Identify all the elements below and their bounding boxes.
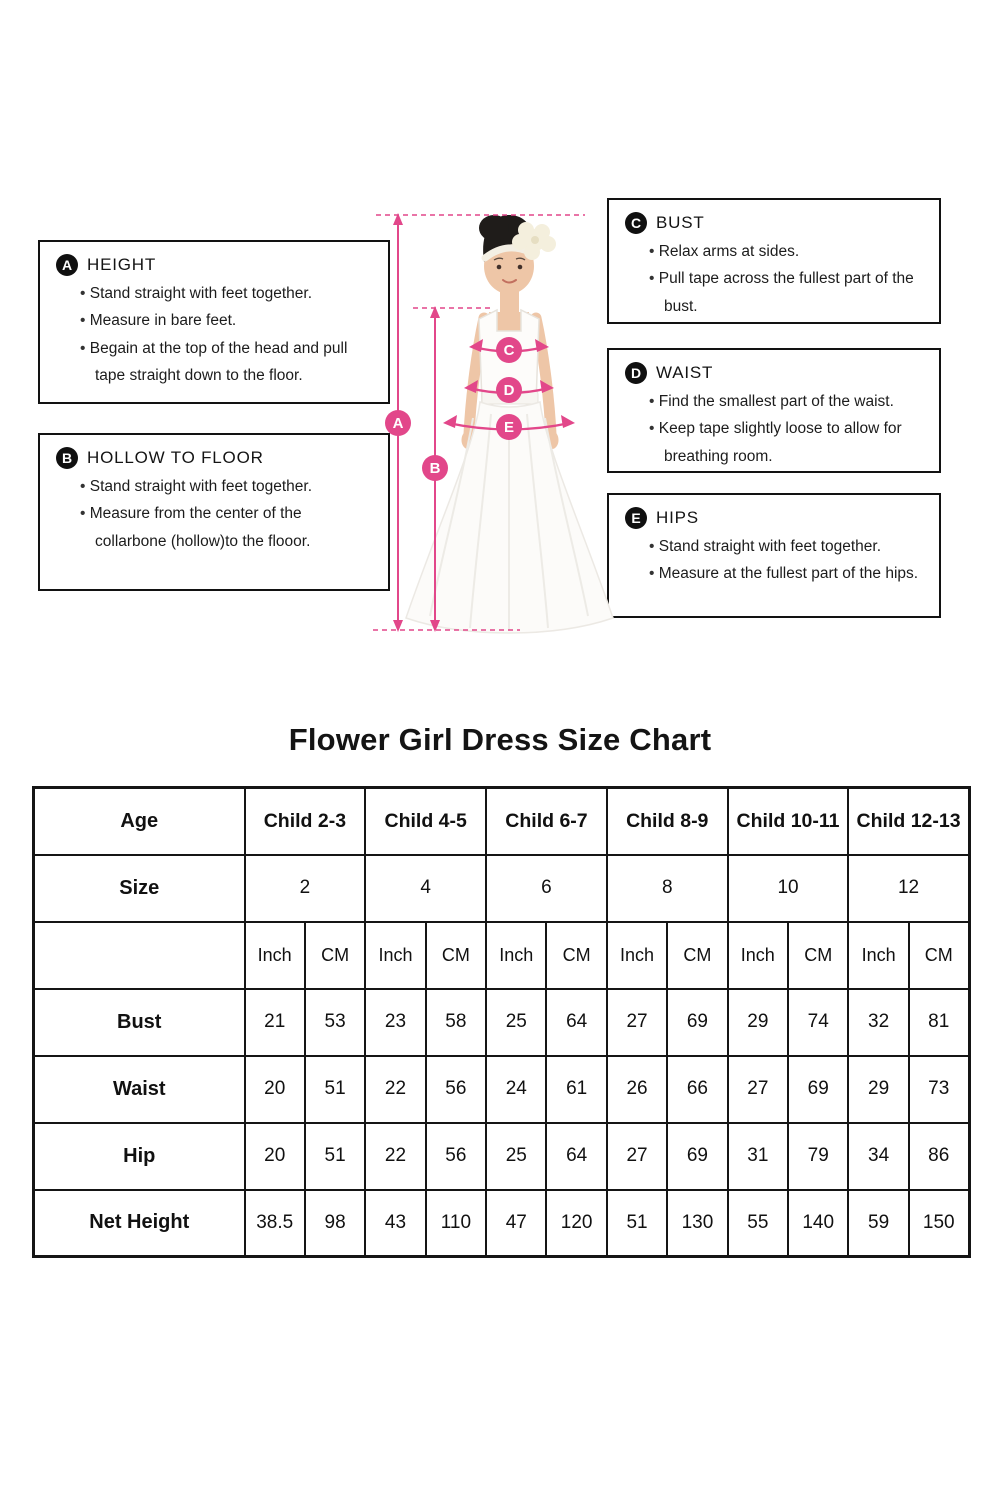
inch-value-cell: 38.5	[245, 1190, 305, 1257]
measurement-row-label: Waist	[34, 1056, 245, 1123]
inch-value-cell: 27	[607, 989, 667, 1056]
figure-badge-e	[496, 414, 522, 440]
cm-value-cell: 51	[305, 1123, 365, 1190]
instruction-bullet: • Relax arms at sides.	[649, 238, 933, 265]
instruction-header	[56, 254, 382, 276]
inch-value-cell: 23	[365, 989, 425, 1056]
cm-value-cell: 120	[546, 1190, 606, 1257]
figure-badge-a-letter: A	[392, 415, 404, 432]
measurement-row	[34, 1123, 970, 1190]
size-value-cell: 10	[728, 855, 849, 922]
unit-header-cell: CM	[305, 922, 365, 989]
instruction-bullet-list	[625, 533, 933, 588]
instruction-title-height: HEIGHT	[87, 255, 157, 274]
inch-value-cell: 20	[245, 1123, 305, 1190]
instruction-bullet-list	[56, 280, 382, 389]
size-chart-table	[32, 786, 971, 1258]
size-value-cell: 8	[607, 855, 728, 922]
age-header-cell: Child 4-5	[365, 788, 486, 855]
inch-value-cell: 25	[486, 989, 546, 1056]
instruction-bullet: • Stand straight with feet together.	[80, 280, 376, 307]
letter-b-badge: B	[56, 447, 78, 469]
instruction-bullet-list	[56, 473, 382, 555]
letter-a-badge: A	[56, 254, 78, 276]
instruction-box-waist	[607, 348, 941, 473]
instruction-header	[56, 447, 382, 469]
instruction-title-bust: BUST	[656, 213, 705, 232]
unit-header-cell: Inch	[728, 922, 788, 989]
cm-value-cell: 81	[909, 989, 969, 1056]
inch-value-cell: 26	[607, 1056, 667, 1123]
figure-badge-d	[496, 377, 522, 403]
unit-header-cell: CM	[546, 922, 606, 989]
instruction-bullet: • Find the smallest part of the waist.	[649, 388, 933, 415]
instruction-bullet: • Measure from the center of the collarbone (hollow)to the flooor.	[80, 500, 376, 555]
age-header-row	[34, 788, 970, 855]
measurement-row-label: Net Height	[34, 1190, 245, 1257]
size-value-cell: 4	[365, 855, 486, 922]
letter-c-badge: C	[625, 212, 647, 234]
inch-value-cell: 27	[728, 1056, 788, 1123]
instruction-bullet: • Measure at the fullest part of the hips.	[649, 560, 933, 587]
inch-value-cell: 24	[486, 1056, 546, 1123]
unit-header-cell: CM	[788, 922, 848, 989]
unit-header-cell: CM	[667, 922, 727, 989]
instruction-box-hips	[607, 493, 941, 618]
instruction-box-height	[38, 240, 390, 404]
inch-value-cell: 43	[365, 1190, 425, 1257]
unit-header-row	[34, 922, 970, 989]
size-value-cell: 6	[486, 855, 607, 922]
age-header-cell: Child 10-11	[728, 788, 849, 855]
instruction-title-hollow-to-floor: HOLLOW TO FLOOR	[87, 448, 264, 467]
figure-badge-c	[496, 337, 522, 363]
age-header-cell: Child 8-9	[607, 788, 728, 855]
inch-value-cell: 29	[848, 1056, 908, 1123]
cm-value-cell: 150	[909, 1190, 969, 1257]
cm-value-cell: 58	[426, 989, 486, 1056]
unit-header-cell: Inch	[848, 922, 908, 989]
letter-e-badge: E	[625, 507, 647, 529]
figure-badge-b-letter: B	[429, 460, 441, 477]
unit-header-cell: Inch	[365, 922, 425, 989]
size-value-cell: 12	[848, 855, 969, 922]
inch-value-cell: 25	[486, 1123, 546, 1190]
instruction-bullet: • Keep tape slightly loose to allow for breathing room.	[649, 415, 933, 470]
flower-girl-figure-illustration	[370, 200, 630, 650]
instruction-header	[625, 507, 933, 529]
cm-value-cell: 86	[909, 1123, 969, 1190]
cm-value-cell: 69	[667, 989, 727, 1056]
inch-value-cell: 22	[365, 1123, 425, 1190]
unit-header-cell: CM	[909, 922, 969, 989]
inch-value-cell: 34	[848, 1123, 908, 1190]
measurement-row-label: Hip	[34, 1123, 245, 1190]
cm-value-cell: 98	[305, 1190, 365, 1257]
figure-badge-c-letter: C	[503, 342, 515, 359]
measurement-row-label: Bust	[34, 989, 245, 1056]
measurement-diagram	[0, 0, 1000, 690]
cm-value-cell: 79	[788, 1123, 848, 1190]
cm-value-cell: 64	[546, 989, 606, 1056]
cm-value-cell: 56	[426, 1056, 486, 1123]
age-header-cell: Child 12-13	[848, 788, 969, 855]
cm-value-cell: 51	[305, 1056, 365, 1123]
instruction-bullet: • Stand straight with feet together.	[80, 473, 376, 500]
inch-value-cell: 22	[365, 1056, 425, 1123]
cm-value-cell: 69	[788, 1056, 848, 1123]
inch-value-cell: 29	[728, 989, 788, 1056]
age-header-cell: Child 6-7	[486, 788, 607, 855]
inch-value-cell: 59	[848, 1190, 908, 1257]
cm-value-cell: 140	[788, 1190, 848, 1257]
inch-value-cell: 55	[728, 1190, 788, 1257]
cm-value-cell: 130	[667, 1190, 727, 1257]
inch-value-cell: 32	[848, 989, 908, 1056]
cm-value-cell: 53	[305, 989, 365, 1056]
figure-badge-a	[385, 410, 411, 436]
instruction-header	[625, 212, 933, 234]
inch-value-cell: 51	[607, 1190, 667, 1257]
instruction-bullet-list	[625, 238, 933, 320]
size-row-label: Size	[34, 855, 245, 922]
empty-corner-cell	[34, 922, 245, 989]
instruction-box-bust	[607, 198, 941, 324]
instruction-title-hips: HIPS	[656, 508, 699, 527]
age-row-label: Age	[34, 788, 245, 855]
chart-title: Flower Girl Dress Size Chart	[288, 722, 712, 757]
figure-badge-d-letter: D	[503, 382, 515, 399]
unit-header-cell: Inch	[245, 922, 305, 989]
instruction-title-waist: WAIST	[656, 363, 714, 382]
inch-value-cell: 21	[245, 989, 305, 1056]
unit-header-cell: Inch	[486, 922, 546, 989]
cm-value-cell: 64	[546, 1123, 606, 1190]
instruction-bullet: • Pull tape across the fullest part of the bust.	[649, 265, 933, 320]
cm-value-cell: 69	[667, 1123, 727, 1190]
inch-value-cell: 47	[486, 1190, 546, 1257]
size-row	[34, 855, 970, 922]
cm-value-cell: 61	[546, 1056, 606, 1123]
figure-badge-b	[422, 455, 448, 481]
instruction-header	[625, 362, 933, 384]
instruction-box-hollow-to-floor	[38, 433, 390, 591]
cm-value-cell: 66	[667, 1056, 727, 1123]
inch-value-cell: 31	[728, 1123, 788, 1190]
instruction-bullet: • Stand straight with feet together.	[649, 533, 933, 560]
cm-value-cell: 73	[909, 1056, 969, 1123]
unit-header-cell: Inch	[607, 922, 667, 989]
measurement-row	[34, 989, 970, 1056]
cm-value-cell: 74	[788, 989, 848, 1056]
measurement-row	[34, 1190, 970, 1257]
instruction-bullet-list	[625, 388, 933, 470]
letter-d-badge: D	[625, 362, 647, 384]
unit-header-cell: CM	[426, 922, 486, 989]
age-header-cell: Child 2-3	[245, 788, 366, 855]
instruction-bullet: • Measure in bare feet.	[80, 307, 376, 334]
figure-badge-e-letter: E	[503, 419, 515, 436]
cm-value-cell: 56	[426, 1123, 486, 1190]
size-value-cell: 2	[245, 855, 366, 922]
inch-value-cell: 20	[245, 1056, 305, 1123]
instruction-bullet: • Begain at the top of the head and pull tape straight down to the floor.	[80, 335, 376, 390]
inch-value-cell: 27	[607, 1123, 667, 1190]
measurement-row	[34, 1056, 970, 1123]
cm-value-cell: 110	[426, 1190, 486, 1257]
